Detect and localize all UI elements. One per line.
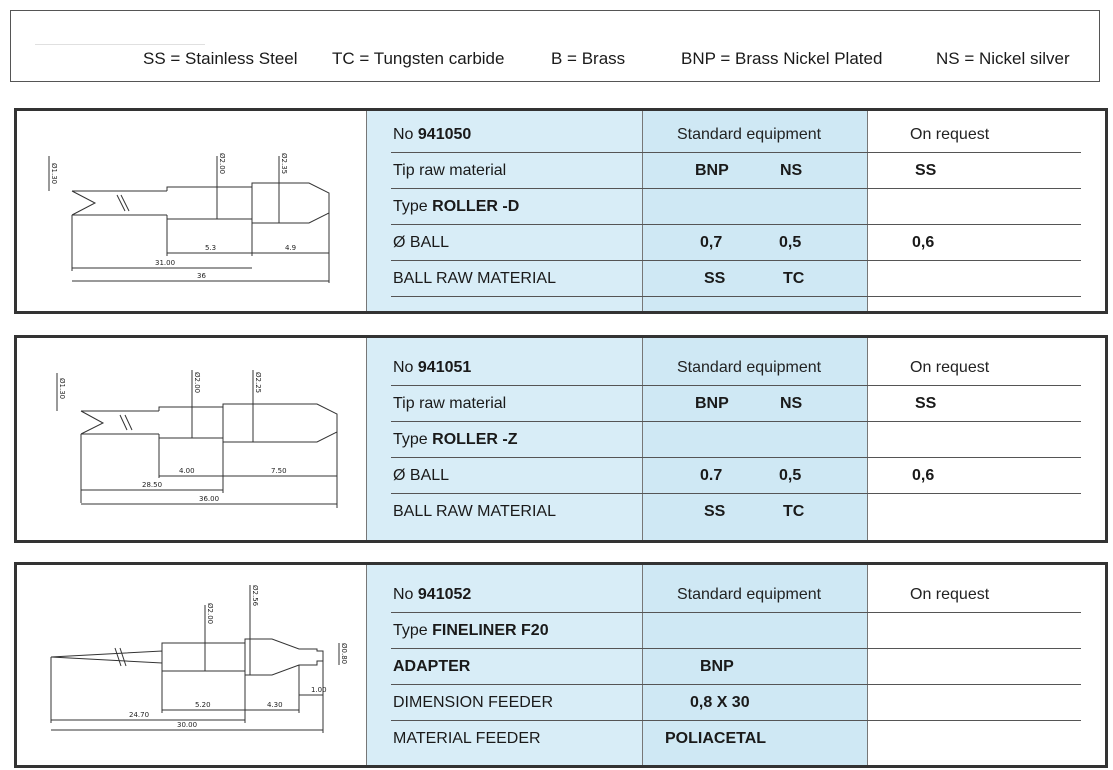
row-label: Tip raw material bbox=[393, 162, 507, 179]
tip-drawing-svg bbox=[17, 338, 367, 540]
dim-d3: Ø2.25 bbox=[254, 372, 262, 394]
std-value-1: BNP bbox=[695, 395, 729, 412]
product-card-941050 bbox=[14, 108, 1108, 314]
header-standard: Standard equipment bbox=[677, 359, 822, 376]
std-value-1: 0,8 X 30 bbox=[690, 694, 750, 711]
dim-l3: 31.00 bbox=[155, 259, 176, 267]
row-label: ADAPTER bbox=[393, 658, 471, 675]
spec-row bbox=[367, 458, 1105, 494]
dim-l4: 36.00 bbox=[199, 495, 220, 503]
spec-row bbox=[367, 422, 1105, 458]
product-card-941051 bbox=[14, 335, 1108, 543]
spec-row bbox=[367, 494, 1105, 530]
header-row bbox=[367, 350, 1105, 386]
header-request: On request bbox=[910, 126, 990, 143]
std-value-2: 0,5 bbox=[779, 234, 802, 251]
row-label: Tip raw material bbox=[393, 395, 507, 412]
std-value-1: SS bbox=[704, 270, 726, 287]
product-number: No 941052 bbox=[393, 586, 472, 603]
technical-drawing-941051 bbox=[17, 338, 367, 540]
std-value-1: SS bbox=[704, 503, 726, 520]
dim-d1: Ø1.30 bbox=[58, 378, 66, 400]
product-number: No 941051 bbox=[393, 359, 472, 376]
dim-l1: 5.20 bbox=[195, 701, 211, 709]
std-value-1: 0.7 bbox=[700, 467, 723, 484]
request-value: 0,6 bbox=[912, 467, 935, 484]
row-label: Ø BALL bbox=[393, 467, 450, 484]
spec-row bbox=[367, 613, 1105, 649]
std-value-2: NS bbox=[780, 395, 803, 412]
dim-l4: 36 bbox=[197, 272, 206, 280]
request-value: SS bbox=[915, 162, 937, 179]
spec-table-941052 bbox=[367, 565, 1105, 765]
spec-table-941051 bbox=[367, 338, 1105, 540]
dim-l2: 4.30 bbox=[267, 701, 283, 709]
std-value-1: BNP bbox=[700, 658, 734, 675]
header-standard: Standard equipment bbox=[677, 586, 822, 603]
dim-l1: 4.00 bbox=[179, 467, 195, 475]
dim-d2: Ø2.00 bbox=[193, 372, 201, 394]
std-value-1: 0,7 bbox=[700, 234, 723, 251]
header-request: On request bbox=[910, 586, 990, 603]
spec-row bbox=[367, 153, 1105, 189]
dim-d1: Ø0.80 bbox=[340, 643, 348, 665]
dim-d3: Ø2.56 bbox=[251, 585, 259, 607]
header-request: On request bbox=[910, 359, 990, 376]
technical-drawing-941052 bbox=[17, 565, 367, 765]
spec-row bbox=[367, 189, 1105, 225]
dim-l1: 5.3 bbox=[205, 244, 217, 252]
dim-l5: 1.00 bbox=[311, 686, 327, 694]
std-value-2: TC bbox=[783, 270, 805, 287]
dim-d1: Ø1.30 bbox=[50, 163, 58, 185]
tip-drawing-svg bbox=[17, 565, 367, 765]
row-label: Type ROLLER -Z bbox=[393, 431, 518, 448]
row-label: BALL RAW MATERIAL bbox=[393, 270, 556, 287]
std-value-2: 0,5 bbox=[779, 467, 802, 484]
std-value-1: BNP bbox=[695, 162, 729, 179]
row-label: Ø BALL bbox=[393, 234, 450, 251]
spec-row bbox=[367, 649, 1105, 685]
spec-row bbox=[367, 261, 1105, 297]
request-value: SS bbox=[915, 395, 937, 412]
spec-table-941050 bbox=[367, 111, 1105, 311]
row-label: BALL RAW MATERIAL bbox=[393, 503, 556, 520]
dim-l4: 30.00 bbox=[177, 721, 198, 729]
row-label: Type ROLLER -D bbox=[393, 198, 520, 215]
row-label: Type FINELINER F20 bbox=[393, 622, 549, 639]
std-value-1: POLIACETAL bbox=[665, 730, 767, 747]
row-label: MATERIAL FEEDER bbox=[393, 730, 541, 747]
spec-row bbox=[367, 225, 1105, 261]
std-value-2: TC bbox=[783, 503, 805, 520]
legend-ss: SS = Stainless Steel bbox=[143, 49, 298, 68]
dim-d2: Ø2.00 bbox=[218, 153, 226, 175]
spec-row bbox=[367, 721, 1105, 757]
header-standard: Standard equipment bbox=[677, 126, 822, 143]
dim-l2: 7.50 bbox=[271, 467, 287, 475]
tip-drawing-svg bbox=[17, 111, 367, 311]
dim-l3: 24.70 bbox=[129, 711, 150, 719]
legend-b: B = Brass bbox=[551, 49, 626, 68]
dim-l3: 28.50 bbox=[142, 481, 163, 489]
legend-tc: TC = Tungsten carbide bbox=[332, 49, 505, 68]
dim-l2: 4.9 bbox=[285, 244, 297, 252]
dim-d2: Ø2.00 bbox=[206, 603, 214, 625]
std-value-2: NS bbox=[780, 162, 803, 179]
material-legend bbox=[10, 10, 1100, 82]
spec-row bbox=[367, 386, 1105, 422]
row-label: DIMENSION FEEDER bbox=[393, 694, 554, 711]
product-number: No 941050 bbox=[393, 126, 472, 143]
dim-d3: Ø2.35 bbox=[280, 153, 288, 175]
product-card-941052 bbox=[14, 562, 1108, 768]
legend-ns: NS = Nickel silver bbox=[936, 49, 1070, 68]
header-row bbox=[367, 117, 1105, 153]
technical-drawing-941050 bbox=[17, 111, 367, 311]
legend-divider bbox=[35, 44, 205, 45]
request-value: 0,6 bbox=[912, 234, 935, 251]
legend-bnp: BNP = Brass Nickel Plated bbox=[681, 49, 883, 68]
header-row bbox=[367, 577, 1105, 613]
spec-row bbox=[367, 685, 1105, 721]
